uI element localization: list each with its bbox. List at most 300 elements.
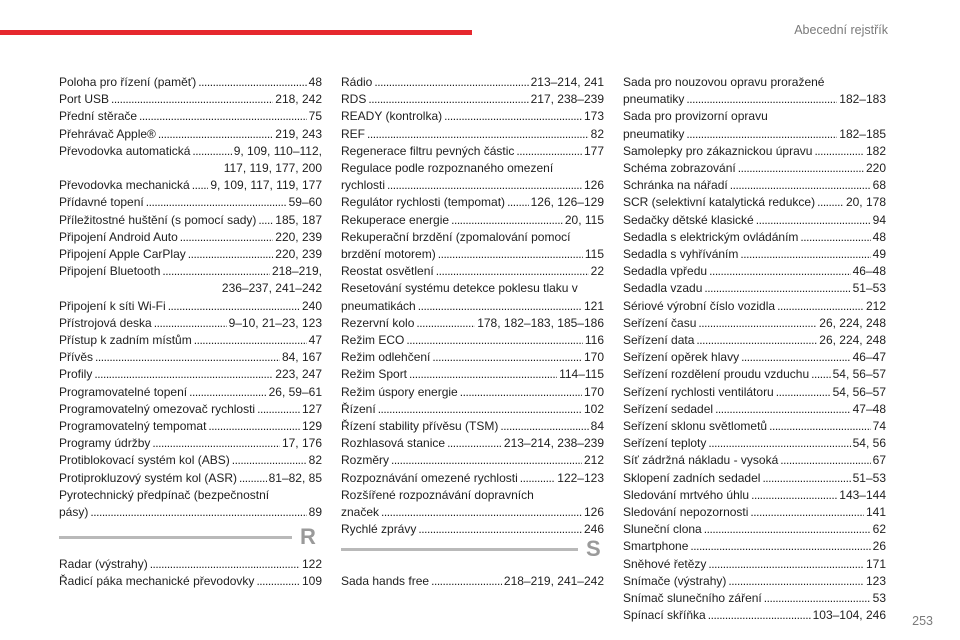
index-entry [623, 349, 886, 366]
dot-leader [800, 229, 870, 246]
entry-term: Sedadla s vyhříváním [623, 247, 739, 262]
entry-line [623, 349, 886, 366]
entry-pages: 54, 56 [852, 436, 886, 451]
page-number: 253 [912, 614, 933, 628]
entry-pages: 94 [872, 212, 886, 227]
entry-line [59, 366, 322, 383]
dot-leader [257, 401, 300, 418]
entry-term: Přístup k zadním místům [59, 333, 192, 348]
entry-pages: 20, 115 [564, 212, 604, 227]
index-entry [623, 298, 886, 315]
dot-leader [94, 366, 273, 383]
index-entry [623, 556, 886, 573]
entry-pages: 240 [301, 298, 322, 313]
entry-line [341, 246, 604, 263]
entry-term: SCR (selektivní katalytická redukce) [623, 195, 816, 210]
entry-line [341, 177, 604, 194]
entry-pages: 54, 56–57 [832, 384, 886, 399]
entry-term: Sedadla s elektrickým ovládáním [623, 229, 799, 244]
dot-leader [381, 504, 582, 521]
entry-term-line: Rekuperační brzdění (zpomalování pomocí [341, 229, 571, 244]
index-entry [341, 401, 604, 418]
entry-term: Přední stěrače [59, 109, 138, 124]
entry-pages: 89 [308, 505, 322, 520]
index-entry [341, 452, 604, 469]
entry-line [341, 452, 604, 469]
dot-leader [436, 263, 589, 280]
entry-line [623, 298, 886, 315]
dot-leader [378, 401, 582, 418]
index-entry [623, 590, 886, 607]
index-entry [341, 263, 604, 280]
entry-term: Seřízení rozdělení proudu vzduchu [623, 367, 810, 382]
entry-line [59, 332, 322, 349]
index-column-2 [341, 74, 604, 538]
dot-leader [391, 452, 582, 469]
entry-pages: 129 [301, 419, 322, 434]
entry-pages: 82 [590, 126, 604, 141]
dot-leader [258, 212, 273, 229]
dot-leader [686, 91, 837, 108]
index-entry [623, 263, 886, 280]
index-entry [59, 229, 322, 246]
dot-leader [192, 177, 209, 194]
entry-term: Připojení k síti Wi-Fi [59, 298, 166, 313]
entry-pages: 26, 59–61 [268, 384, 322, 399]
entry-term: Protiprokluzový systém kol (ASR) [59, 470, 238, 485]
entry-term: Sluneční clona [623, 522, 702, 537]
dot-leader [769, 418, 871, 435]
dot-leader [256, 573, 300, 590]
entry-term-line: Resetování systému detekce poklesu tlaku v [341, 281, 578, 296]
entry-term: pneumatikách [341, 298, 416, 313]
index-entry [59, 401, 322, 418]
entry-line [59, 298, 322, 315]
entry-line [59, 435, 322, 452]
entry-line [623, 160, 886, 177]
entry-pages: 74 [872, 419, 886, 434]
entry-term-line: Sada pro provizorní opravu [623, 109, 768, 124]
entry-line [341, 126, 604, 143]
index-entry [341, 366, 604, 383]
entry-pages: 62 [872, 522, 886, 537]
dot-leader [686, 126, 837, 143]
index-entry [59, 452, 322, 469]
entry-term: Reostat osvětlení [341, 264, 434, 279]
index-entry [623, 366, 886, 383]
entry-line [59, 263, 322, 280]
entry-pages: 46–47 [852, 350, 886, 365]
dot-leader [368, 91, 528, 108]
dot-leader [451, 212, 563, 229]
index-entry [59, 573, 322, 590]
entry-term: pneumatiky [623, 126, 685, 141]
entry-term: Režim úspory energie [341, 384, 458, 399]
entry-line [341, 349, 604, 366]
entry-line [59, 91, 322, 108]
page-header-title: Abecední rejstřík [794, 23, 888, 37]
dot-leader [708, 435, 850, 452]
entry-pages: 48 [872, 229, 886, 244]
index-entry [623, 435, 886, 452]
entry-term: Schéma zobrazování [623, 161, 736, 176]
index-entry [341, 126, 604, 143]
entry-term: Převodovka mechanická [59, 178, 190, 193]
entry-line [59, 349, 322, 366]
index-entry [623, 452, 886, 469]
dot-leader [750, 504, 864, 521]
entry-term: Sklopení zadních sedadel [623, 470, 761, 485]
header-accent-bar [0, 30, 472, 35]
dot-leader [90, 504, 306, 521]
entry-term: Seřízení rychlosti ventilátoru [623, 384, 774, 399]
index-entry [341, 74, 604, 91]
dot-leader [708, 556, 864, 573]
dot-leader [387, 177, 582, 194]
entry-pages: 141 [865, 505, 886, 520]
entry-line [59, 246, 322, 263]
entry-pages: 81–82, 85 [268, 470, 322, 485]
entry-line [341, 143, 604, 160]
entry-pages: 170 [583, 384, 604, 399]
index-entry [341, 160, 604, 194]
dot-leader [696, 332, 817, 349]
entry-term: Připojení Android Auto [59, 229, 178, 244]
entry-line [341, 108, 604, 125]
index-entry [341, 487, 604, 521]
entry-line [341, 212, 604, 229]
entry-term: Režim Sport [341, 367, 408, 382]
entry-line [341, 332, 604, 349]
entry-term: Schránka na nářadí [623, 178, 728, 193]
entry-term: Rychlé zprávy [341, 522, 417, 537]
dot-leader [416, 315, 475, 332]
entry-line [623, 246, 886, 263]
index-entry [341, 435, 604, 452]
entry-term: rychlosti [341, 178, 386, 193]
entry-pages: 9, 109, 117, 119, 177 [210, 178, 322, 193]
entry-pages: 182 [865, 143, 886, 158]
dot-leader [154, 315, 227, 332]
entry-pages: 115 [584, 247, 604, 262]
index-entry [59, 366, 322, 383]
entry-pages: 67 [872, 453, 886, 468]
entry-line [341, 74, 604, 91]
entry-line [623, 470, 886, 487]
entry-line [341, 401, 604, 418]
entry-term-line: Sada pro nouzovou opravu proražené [623, 75, 825, 89]
index-entry [623, 194, 886, 211]
entry-line [59, 401, 322, 418]
entry-pages: 122–123 [557, 470, 604, 485]
entry-pages: 220, 239 [275, 229, 322, 244]
dot-leader [139, 108, 307, 125]
entry-pages: 126 [583, 178, 604, 193]
entry-term: Port USB [59, 92, 110, 107]
entry-term: Sériové výrobní číslo vozidla [623, 298, 776, 313]
entry-pages: 219, 243 [275, 126, 322, 141]
entry-pages: 84, 167 [281, 350, 322, 365]
index-entry [623, 504, 886, 521]
entry-line [341, 298, 604, 315]
entry-line [623, 418, 886, 435]
entry-term: Režim ECO [341, 333, 405, 348]
entry-line [59, 143, 322, 160]
entry-term: Seřízení opěrek hlavy [623, 350, 740, 365]
entry-pages-continued: 117, 119, 177, 200 [223, 161, 322, 176]
entry-term: Řadicí páka mechanické převodovky [59, 574, 255, 589]
entry-line [59, 315, 322, 332]
entry-line [623, 126, 886, 143]
entry-term: Sedačky dětské klasické [623, 212, 754, 227]
entry-pages: 213–214, 238–239 [503, 436, 604, 451]
index-entry [59, 435, 322, 452]
entry-line [623, 504, 886, 521]
entry-term: Seřízení teploty [623, 436, 707, 451]
dot-leader [762, 470, 850, 487]
entry-pages-continued: 236–237, 241–242 [221, 281, 322, 296]
dot-leader [777, 298, 864, 315]
entry-term: Sada hands free [341, 574, 430, 588]
entry-term: REF [341, 126, 365, 141]
entry-line [59, 504, 322, 521]
entry-term: Sledování nepozornosti [623, 505, 749, 520]
dot-leader [150, 556, 300, 573]
entry-line [341, 91, 604, 108]
entry-pages: 182–183 [839, 92, 886, 107]
entry-pages: 9, 109, 110–112, [233, 143, 322, 158]
entry-pages: 182–185 [839, 126, 886, 141]
entry-term: Příležitostné huštění (s pomocí sady) [59, 212, 257, 227]
entry-term: READY (kontrolka) [341, 109, 443, 124]
entry-pages: 126, 126–129 [530, 195, 604, 210]
dot-leader [460, 384, 582, 401]
index-column-1 [59, 74, 322, 521]
entry-pages: 53 [872, 591, 886, 606]
entry-pages: 49 [872, 247, 886, 262]
entry-term: Režim odlehčení [341, 350, 431, 365]
entry-pages: 102 [583, 401, 604, 416]
section-divider-r [59, 526, 316, 548]
index-entry [623, 143, 886, 160]
dot-leader [111, 91, 273, 108]
index-entry [59, 470, 322, 487]
dot-leader [776, 384, 831, 401]
index-entry [341, 91, 604, 108]
entry-pages: 47–48 [852, 401, 886, 416]
entry-term: Přívěs [59, 350, 94, 365]
index-entry [623, 177, 886, 194]
entry-term: Seřízení sklonu světlometů [623, 419, 768, 434]
entry-pages: 212 [865, 298, 886, 313]
index-entry [59, 246, 322, 263]
entry-pages: 103–104, 246 [812, 608, 886, 623]
index-column-3 [623, 74, 886, 625]
entry-term: Spínací skříňka [623, 608, 706, 623]
entry-line [623, 315, 886, 332]
index-entry [623, 607, 886, 624]
entry-line [623, 521, 886, 538]
entry-line [623, 177, 886, 194]
dot-leader [690, 538, 870, 555]
entry-pages: 17, 176 [281, 436, 322, 451]
entry-line [59, 194, 322, 211]
dot-leader [152, 435, 280, 452]
entry-line [341, 315, 604, 332]
dot-leader [708, 607, 811, 624]
dot-leader [447, 435, 502, 452]
entry-pages: 218–219, 241–242 [503, 574, 604, 588]
entry-pages: 116 [584, 333, 604, 348]
entry-term: Rozhlasová stanice [341, 436, 446, 451]
entry-line [341, 366, 604, 383]
index-entry [623, 108, 886, 142]
entry-term: Programovatelný omezovač rychlosti [59, 401, 256, 416]
entry-line [59, 108, 322, 125]
entry-term: Poloha pro řízení (paměť) [59, 75, 197, 89]
entry-pages: 20, 178 [845, 195, 886, 210]
entry-term: Řízení stability přívěsu (TSM) [341, 419, 499, 434]
entry-term: Rekuperace energie [341, 212, 450, 227]
index-entry [341, 108, 604, 125]
entry-pages: 75 [308, 109, 322, 124]
dot-leader [715, 401, 851, 418]
index-entry [623, 229, 886, 246]
entry-term: Regulátor rychlosti (tempomat) [341, 195, 506, 210]
entry-line [341, 470, 604, 487]
index-entry [59, 298, 322, 315]
index-entry [59, 349, 322, 366]
entry-line [623, 263, 886, 280]
entry-line [623, 538, 886, 555]
entry-line [341, 418, 604, 435]
index-entry [623, 470, 886, 487]
entry-pages: 143–144 [839, 487, 886, 502]
entry-pages: 121 [583, 298, 604, 313]
section-letter: S [586, 536, 601, 561]
entry-line [623, 332, 886, 349]
entry-pages: 218–219, [271, 264, 322, 279]
index-entry [623, 332, 886, 349]
dot-leader [704, 280, 850, 297]
index-entry [59, 143, 322, 177]
index-entry [341, 470, 604, 487]
entry-term: Přístrojová deska [59, 315, 152, 330]
entry-line [341, 521, 604, 538]
entry-term: Sedadla vzadu [623, 281, 703, 296]
index-entry [59, 418, 322, 435]
entry-pages: 82 [308, 453, 322, 468]
index-entry [59, 91, 322, 108]
entry-line [341, 573, 604, 590]
entry-pages: 54, 56–57 [832, 367, 886, 382]
index-entry [341, 332, 604, 349]
dot-leader [146, 194, 287, 211]
entry-term: Radar (výstrahy) [59, 557, 148, 571]
entry-term: Profily [59, 367, 93, 382]
entry-line [623, 212, 886, 229]
index-entry [623, 538, 886, 555]
entry-pages: 218, 242 [275, 92, 322, 107]
index-column-r [59, 556, 322, 590]
entry-line [623, 194, 886, 211]
dot-leader [751, 487, 837, 504]
entry-term: Rozpoznávání omezené rychlosti [341, 470, 518, 485]
dot-leader [418, 298, 582, 315]
entry-term: Programovatelný tempomat [59, 419, 207, 434]
entry-term-line: Regulace podle rozpoznaného omezení [341, 161, 554, 176]
entry-term: Seřízení sedadel [623, 401, 714, 416]
entry-pages: 126 [583, 505, 604, 520]
index-entry [59, 315, 322, 332]
index-entry [59, 126, 322, 143]
entry-pages: 109 [301, 574, 322, 589]
entry-pages: 26, 224, 248 [819, 315, 886, 330]
index-entry [623, 160, 886, 177]
entry-line [341, 384, 604, 401]
entry-pages: 123 [865, 573, 886, 588]
index-entry [59, 487, 322, 521]
index-entry [623, 487, 886, 504]
index-entry [623, 418, 886, 435]
entry-line [341, 435, 604, 452]
index-entry [341, 143, 604, 160]
entry-term: Snímače (výstrahy) [623, 573, 727, 588]
entry-term: Připojení Bluetooth [59, 264, 161, 279]
dot-leader [811, 366, 830, 383]
dot-leader [406, 332, 583, 349]
entry-pages: 213–214, 241 [530, 75, 604, 89]
index-entry [59, 74, 322, 91]
entry-term: brzdění motorem) [341, 247, 436, 262]
entry-line [59, 74, 322, 91]
entry-term: Sedadla vpředu [623, 264, 708, 279]
index-entry [623, 401, 886, 418]
dot-leader [738, 160, 864, 177]
entry-pages: 51–53 [852, 470, 886, 485]
dot-leader [709, 263, 851, 280]
entry-term: Regenerace filtru pevných částic [341, 143, 515, 158]
index-entry [59, 384, 322, 401]
dot-leader [232, 452, 307, 469]
entry-line [623, 607, 886, 624]
entry-term-line: Rozšířené rozpoznávání dopravních [341, 487, 534, 502]
entry-line [623, 229, 886, 246]
entry-pages: 84 [590, 419, 604, 434]
index-entry [623, 573, 886, 590]
index-entry [341, 280, 604, 314]
entry-term: Smartphone [623, 539, 689, 554]
entry-pages: 9–10, 21–23, 123 [228, 315, 322, 330]
entry-line [623, 384, 886, 401]
dot-leader [418, 521, 582, 538]
entry-pages: 22 [590, 264, 604, 279]
dot-leader [158, 126, 273, 143]
dot-leader [194, 332, 307, 349]
entry-term: pneumatiky [623, 92, 685, 107]
dot-leader [500, 418, 588, 435]
dot-leader [756, 212, 871, 229]
dot-leader [516, 143, 582, 160]
entry-line [59, 452, 322, 469]
entry-pages: 46–48 [852, 264, 886, 279]
dot-leader [730, 177, 871, 194]
entry-line [623, 91, 886, 108]
index-entry [341, 349, 604, 366]
section-letter: R [300, 524, 316, 549]
entry-term: Seřízení času [623, 315, 697, 330]
dot-leader [814, 143, 864, 160]
